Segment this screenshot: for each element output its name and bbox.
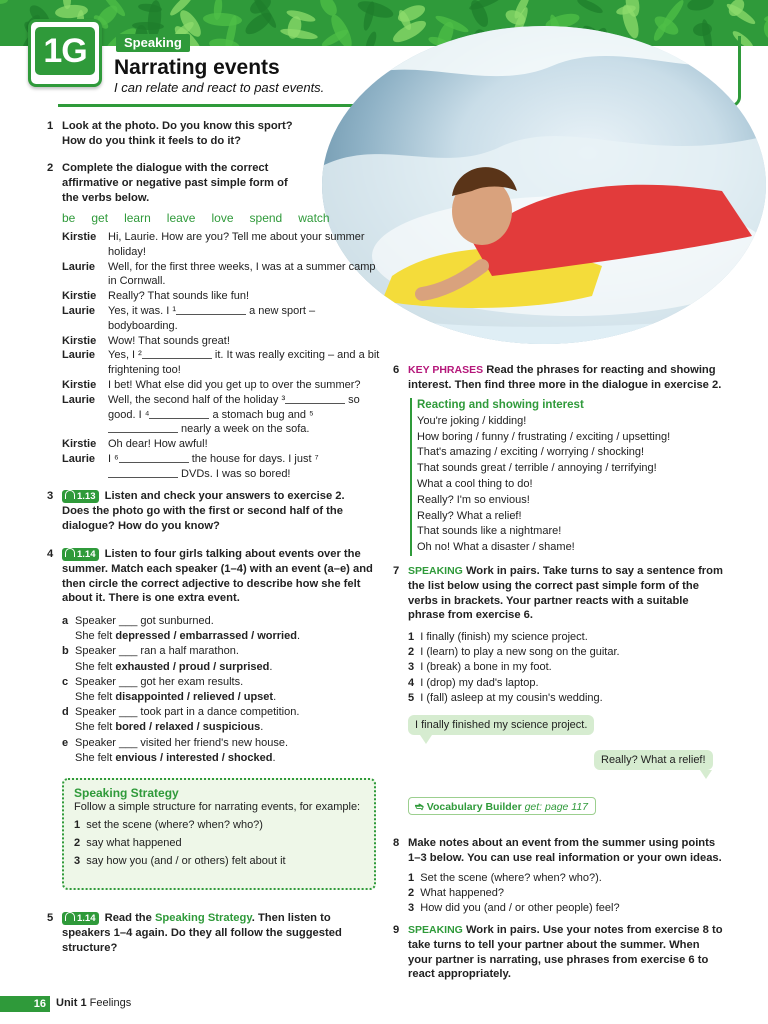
verb: watch <box>298 211 330 225</box>
unit-badge <box>28 19 102 87</box>
audio-track: 1.14 <box>77 549 96 560</box>
answer-blank[interactable] <box>285 393 345 404</box>
adjective-choices[interactable]: envious / interested / shocked <box>115 751 273 764</box>
adjective-choices[interactable]: disappointed / relieved / upset <box>115 691 274 704</box>
answer-blank[interactable] <box>108 467 178 478</box>
exercise-instruction: Complete the dialogue with the correct affirmative or negative past simple form of the verbs below. <box>62 162 288 204</box>
dialogue-line: Well, for the first three weeks, I was at a summer camp in Cornwall. <box>108 260 376 288</box>
event-item: b Speaker ___ ran a half marathon. <box>62 645 239 658</box>
footer-unit: Unit 1 Feelings <box>56 997 132 1009</box>
exercise-number: 5 <box>47 912 54 924</box>
strategy-link: Speaking Strategy <box>154 912 252 924</box>
sentence-list <box>408 630 728 706</box>
speaking-label: SPEAKING <box>408 565 463 577</box>
exercise-number: 2 <box>47 162 54 174</box>
event-item: d Speaker ___ took part in a dance competition. <box>62 706 300 719</box>
speaker-name: Kirstie <box>62 290 97 303</box>
phrase: Really? What a relief! <box>417 509 522 522</box>
answer-blank[interactable] <box>119 452 189 463</box>
bodyboarding-photo <box>322 26 766 344</box>
sentence-item: 4 I (drop) my dad's laptop. <box>408 676 539 689</box>
speaker-name: Laurie <box>62 349 96 362</box>
verb: be <box>62 211 76 225</box>
exercise-instruction: Work in pairs. Use your notes from exercise 8 to take turns to tell your partner about the summer. When your partner is narrating, use phrases from exercise 6 to react appropriately. <box>408 924 723 981</box>
page-subtitle: I can relate and react to past events. <box>114 80 325 95</box>
exercise-number: 7 <box>393 565 400 577</box>
leaf-shape <box>356 0 395 21</box>
audio-track: 1.14 <box>77 913 96 924</box>
speaker-name: Kirstie <box>62 231 97 243</box>
exercise-1 <box>47 119 302 149</box>
exercise-4 <box>47 547 374 606</box>
feeling-options: She felt depressed / embarrassed / worried. <box>75 630 301 643</box>
speaker-name: Laurie <box>62 452 96 465</box>
phrase: That's amazing / exciting / worrying / shocking! <box>417 446 645 459</box>
dialogue-line: Yes, I ² it. It was really exciting – and a bit frightening too! <box>108 349 380 377</box>
event-item: a Speaker ___ got sunburned. <box>62 615 214 627</box>
notes-points <box>408 871 728 917</box>
answer-blank[interactable] <box>108 422 178 433</box>
leaf-shape <box>576 0 605 16</box>
leaf-shape <box>686 0 715 13</box>
phrase: You're joking / kidding! <box>417 414 527 427</box>
answer-blank[interactable] <box>142 348 212 359</box>
speaker-name: Kirstie <box>62 334 97 347</box>
feeling-options: She felt disappointed / relieved / upset. <box>75 691 277 704</box>
vocabulary-builder-link[interactable] <box>408 797 596 815</box>
speech-bubble-reply: Really? What a relief! <box>594 750 713 770</box>
exercise-7 <box>393 564 723 623</box>
feeling-options: She felt envious / interested / shocked. <box>75 751 276 764</box>
sentence-item: 3 I (break) a bone in my foot. <box>408 661 552 674</box>
leaf-shape <box>0 0 8 4</box>
strategy-title: Speaking Strategy <box>74 786 179 800</box>
feeling-options: She felt bored / relaxed / suspicious. <box>75 721 264 734</box>
section-label: Speaking <box>116 34 190 52</box>
answer-blank[interactable] <box>149 408 209 419</box>
leaf-shape <box>763 19 768 40</box>
sentence-item: 5 I (fall) asleep at my cousin's wedding. <box>408 691 603 704</box>
bubble-tail <box>700 770 712 779</box>
speech-bubble-statement: I finally finished my science project. <box>408 715 594 735</box>
dialogue <box>62 230 380 482</box>
dialogue-line: Yes, it was. I ¹ a new sport – bodyboarding. <box>108 304 316 332</box>
speaker-name: Laurie <box>62 393 96 406</box>
sentence-item: 1 I finally (finish) my science project. <box>408 631 588 643</box>
answer-blank[interactable] <box>176 304 246 315</box>
phrase: Really? I'm so envious! <box>417 493 530 506</box>
speaker-name: Kirstie <box>62 438 97 451</box>
exercise-number: 3 <box>47 490 54 502</box>
unit-code: 1G <box>35 27 95 75</box>
adjective-choices[interactable]: depressed / embarrassed / worried <box>115 630 297 643</box>
adjective-choices[interactable]: exhausted / proud / surprised <box>115 660 270 673</box>
exercise-number: 4 <box>47 548 54 560</box>
double-arrow-icon: ➬ <box>415 801 424 813</box>
dialogue-line: Really? That sounds like fun! <box>108 290 250 303</box>
headphones-icon[interactable] <box>62 548 99 561</box>
vocab-ref: get: page 117 <box>524 801 589 813</box>
verb: spend <box>249 211 283 225</box>
sentence-item: 2 I (learn) to play a new song on the guitar. <box>408 646 620 659</box>
adjective-choices[interactable]: bored / relaxed / suspicious <box>115 721 261 734</box>
exercise-instruction: Listen and check your answers to exercise 2. Does the photo go with the first or second half of the dialogue? How do you know? <box>62 490 345 532</box>
verb-list <box>62 211 330 225</box>
exercise-number: 6 <box>393 364 400 376</box>
exercise-instruction: Make notes about an event from the summer using points 1–3 below. You can use real information or your own ideas. <box>408 837 722 864</box>
dialogue-line: Oh dear! How awful! <box>108 438 208 451</box>
exercise-number: 1 <box>47 120 54 132</box>
exercise-instruction: Listen to four girls talking about events over the summer. Match each speaker (1–4) with an event (a–e) and then circle the correct adjective to describe how she felt about it. There is one extra event. <box>62 548 373 605</box>
exercise-2 <box>47 161 304 205</box>
phrase: That sounds great / terrible / annoying / terrifying! <box>417 462 657 475</box>
notes-point: 3 How did you (and / or other people) feel? <box>408 902 620 915</box>
exercise-6 <box>393 363 733 393</box>
dialogue-line: I ⁶ the house for days. I just ⁷ DVDs. I was so bored! <box>108 452 319 480</box>
leaf-shape <box>203 12 243 27</box>
verb: leave <box>166 211 196 225</box>
exercise-instruction: Look at the photo. Do you know this sport? How do you think it feels to do it? <box>62 120 293 147</box>
exercise-instruction: Work in pairs. Take turns to say a sentence from the list below using the correct past simple form of the verbs in brackets. Your partner reacts with a suitable phrase from exercise 6. <box>408 565 723 622</box>
exercise-8 <box>393 836 726 866</box>
exercise-3 <box>47 489 374 533</box>
verb: get <box>91 211 109 225</box>
event-list <box>62 614 374 766</box>
dialogue-line: Well, the second half of the holiday ³ so good. I ⁴ a stomach bug and ⁵ nearly a week on the sofa. <box>108 393 360 436</box>
page-number: 16 <box>0 996 50 1012</box>
exercise-9 <box>393 923 726 982</box>
dialogue-line: I bet! What else did you get up to over the summer? <box>108 378 361 391</box>
exercise-5: 5 1.14 Read the Speaking Strategy. Then listen to speakers 1–4 again. Do they all follow the suggested structure? <box>47 912 342 954</box>
phrase: What a cool thing to do! <box>417 477 533 490</box>
strategy-step: 1 set the scene (where? when? who?) <box>74 818 263 831</box>
audio-track: 1.13 <box>77 491 96 502</box>
headphones-icon[interactable] <box>62 490 99 503</box>
speaker-name: Laurie <box>62 260 96 273</box>
headphones-icon[interactable] <box>62 912 99 925</box>
dialogue-line: Wow! That sounds great! <box>108 334 230 347</box>
notes-point: 1 Set the scene (where? when? who?). <box>408 872 602 884</box>
vocab-label: Vocabulary Builder <box>426 801 522 813</box>
dialogue-line: Hi, Laurie. How are you? Tell me about your summer holiday! <box>108 231 365 258</box>
exercise-number: 8 <box>393 837 400 849</box>
speaker-name: Laurie <box>62 304 96 317</box>
phrase: Oh no! What a disaster / shame! <box>417 541 575 554</box>
verb: learn <box>124 211 151 225</box>
feeling-options: She felt exhausted / proud / surprised. <box>75 660 273 673</box>
strategy-steps <box>74 816 364 870</box>
phrases-box-title: Reacting and showing interest <box>417 399 584 411</box>
verb: love <box>211 211 234 225</box>
bubble-tail <box>420 735 432 744</box>
phrase: How boring / funny / frustrating / exciting / upsetting! <box>417 430 671 443</box>
event-item: c Speaker ___ got her exam results. <box>62 675 244 688</box>
strategy-step: 2 say what happened <box>74 836 182 849</box>
speaking-label: SPEAKING <box>408 924 463 936</box>
exercise-number: 9 <box>393 924 400 936</box>
exercise-instruction: Read the phrases for reacting and showing interest. Then find three more in the dialogue in exercise 2. <box>408 364 722 391</box>
event-item: e Speaker ___ visited her friend's new house. <box>62 736 289 749</box>
page-title: Narrating events <box>114 56 280 79</box>
phrase: That sounds like a nightmare! <box>417 525 562 538</box>
strategy-intro: Follow a simple structure for narrating events, for example: <box>74 801 361 813</box>
speaker-name: Kirstie <box>62 378 97 391</box>
speaking-strategy-box <box>62 778 376 890</box>
phrases-box <box>410 398 717 556</box>
key-phrases-label: KEY PHRASES <box>408 364 484 376</box>
notes-point: 2 What happened? <box>408 887 505 900</box>
strategy-step: 3 say how you (and / or others) felt about it <box>74 854 286 867</box>
